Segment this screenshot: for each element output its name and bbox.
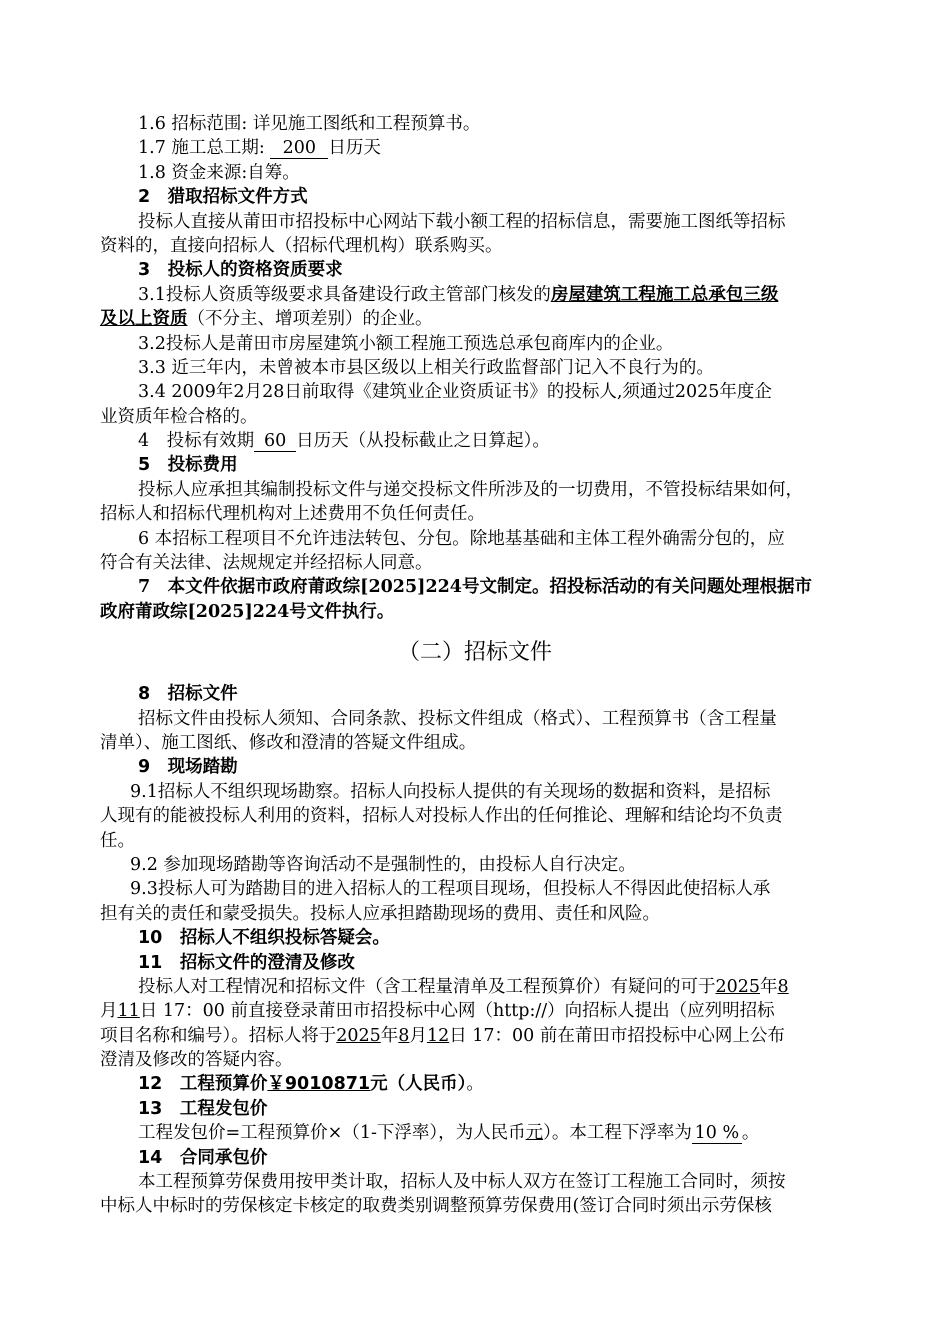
clause-3-2: 3.2投标人是莆田市房屋建筑小额工程施工预选总承包商库内的企业。 xyxy=(138,333,674,354)
heading-12: 12 工程预算价￥9010871元（人民币）。 xyxy=(138,1074,484,1095)
heading-3: 3 投标人的资格资质要求 xyxy=(138,260,343,281)
paragraph-14-cont: 中标人中标时的劳保核定卡核定的取费类别调整预算劳保费用(签订合同时须出示劳保核 xyxy=(100,1196,772,1217)
paragraph-5: 投标人应承担其编制投标文件与递交投标文件所涉及的一切费用，不管投标结果如何， xyxy=(138,479,803,500)
clause-6-cont: 符合有关法律、法规规定并经招标人同意。 xyxy=(100,553,433,574)
paragraph-8: 招标文件由投标人须知、合同条款、投标文件组成（格式）、工程预算书（含工程量 xyxy=(138,708,777,729)
validity-value: 60 xyxy=(254,432,296,452)
budget-price: ￥9010871 xyxy=(267,1074,371,1095)
clause-3-3: 3.3 近三年内，未曾被本市县区级以上相关行政监督部门记入不良行为的。 xyxy=(138,357,714,378)
clause-9-2: 9.2 参加现场踏勘等咨询活动不是强制性的，由投标人自行决定。 xyxy=(130,854,636,875)
heading-13: 13 工程发包价 xyxy=(138,1098,268,1119)
clause-9-3: 9.3投标人可为踏勘目的进入招标人的工程项目现场，但投标人不得因此使招标人承 xyxy=(130,879,771,900)
discount-rate: 10 % xyxy=(692,1124,742,1144)
heading-5: 5 投标费用 xyxy=(138,455,238,476)
clause-4: 4 投标有效期 60 日历天（从投标截止之日算起）。 xyxy=(138,431,550,452)
clause-6: 6 本招标工程项目不允许违法转包、分包。除地基基础和主体工程外确需分包的，应 xyxy=(138,528,785,549)
clause-9-3-cont: 担有关的责任和蒙受损失。投标人应承担踏勘现场的费用、责任和风险。 xyxy=(100,903,660,924)
paragraph-8-cont: 清单）、施工图纸、修改和澄清的答疑文件组成。 xyxy=(100,732,477,753)
clause-9-1: 9.1招标人不组织现场勘察。招标人向投标人提供的有关现场的数据和资料，是招标 xyxy=(130,781,771,802)
paragraph-2-cont: 资料的，直接向招标人（招标代理机构）联系购买。 xyxy=(100,235,503,256)
paragraph-2: 投标人直接从莆田市招投标中心网站下载小额工程的招标信息，需要施工图纸等招标 xyxy=(138,211,786,232)
clause-1-8: 1.8 资金来源:自筹。 xyxy=(138,162,300,183)
duration-value: 200 xyxy=(270,139,328,159)
clause-3-1: 3.1投标人资质等级要求具备建设行政主管部门核发的房屋建筑工程施工总承包三级 xyxy=(138,284,779,305)
heading-8: 8 招标文件 xyxy=(138,684,238,705)
paragraph-11-cont3: 澄清及修改的答疑内容。 xyxy=(100,1050,293,1071)
clause-9-1-cont: 人现有的能被投标人利用的资料，招标人对投标人作出的任何推论、理解和结论均不负责 xyxy=(100,806,783,827)
clause-1-7: 1.7 施工总工期: 200 日历天 xyxy=(138,138,381,159)
clause-3-4: 3.4 2009年2月28日前取得《建筑业企业资质证书》的投标人,须通过2025年度企 xyxy=(138,382,772,403)
clause-7-cont: 政府莆政综[2025]224号文件执行。 xyxy=(100,601,395,622)
heading-2: 2 猎取招标文件方式 xyxy=(138,187,308,208)
clause-3-4-cont: 业资质年检合格的。 xyxy=(100,406,258,427)
clause-9-1-cont2: 任。 xyxy=(100,830,135,851)
paragraph-5-cont: 招标人和招标代理机构对上述费用不负任何责任。 xyxy=(100,504,485,525)
paragraph-11: 投标人对工程情况和招标文件（含工程量清单及工程预算价）有疑问的可于2025年8 xyxy=(138,976,789,997)
heading-11: 11 招标文件的澄清及修改 xyxy=(138,952,355,973)
paragraph-11-cont: 月11日 17：00 前直接登录莆田市招投标中心网（http://）向招标人提出（应列明招标 xyxy=(100,1001,775,1022)
document-body xyxy=(0,112,950,1219)
paragraph-13: 工程发包价=工程预算价×（1-下浮率），为人民币元）。本工程下浮率为 10 % 。 xyxy=(138,1123,760,1144)
clause-3-1-cont: 及以上资质（不分主、增项差别）的企业。 xyxy=(100,309,433,330)
heading-9: 9 现场踏勘 xyxy=(138,757,238,778)
section-title: （二）招标文件 xyxy=(397,640,552,666)
paragraph-14: 本工程预算劳保费用按甲类计取，招标人及中标人双方在签订工程施工合同时，须按 xyxy=(138,1172,786,1193)
clause-7: 7 本文件依据市政府莆政综[2025]224号文制定。招投标活动的有关问题处理根据市 xyxy=(138,577,812,598)
qualification-requirement: 房屋建筑工程施工总承包三级 xyxy=(550,284,779,305)
heading-14: 14 合同承包价 xyxy=(138,1147,268,1168)
clause-1-6: 1.6 招标范围: 详见施工图纸和工程预算书。 xyxy=(138,114,481,134)
heading-10: 10 招标人不组织投标答疑会。 xyxy=(138,928,390,949)
paragraph-11-cont2: 项目名称和编号）。招标人将于2025年8月12日 17：00 前在莆田市招投标中心网上公布 xyxy=(100,1025,785,1046)
